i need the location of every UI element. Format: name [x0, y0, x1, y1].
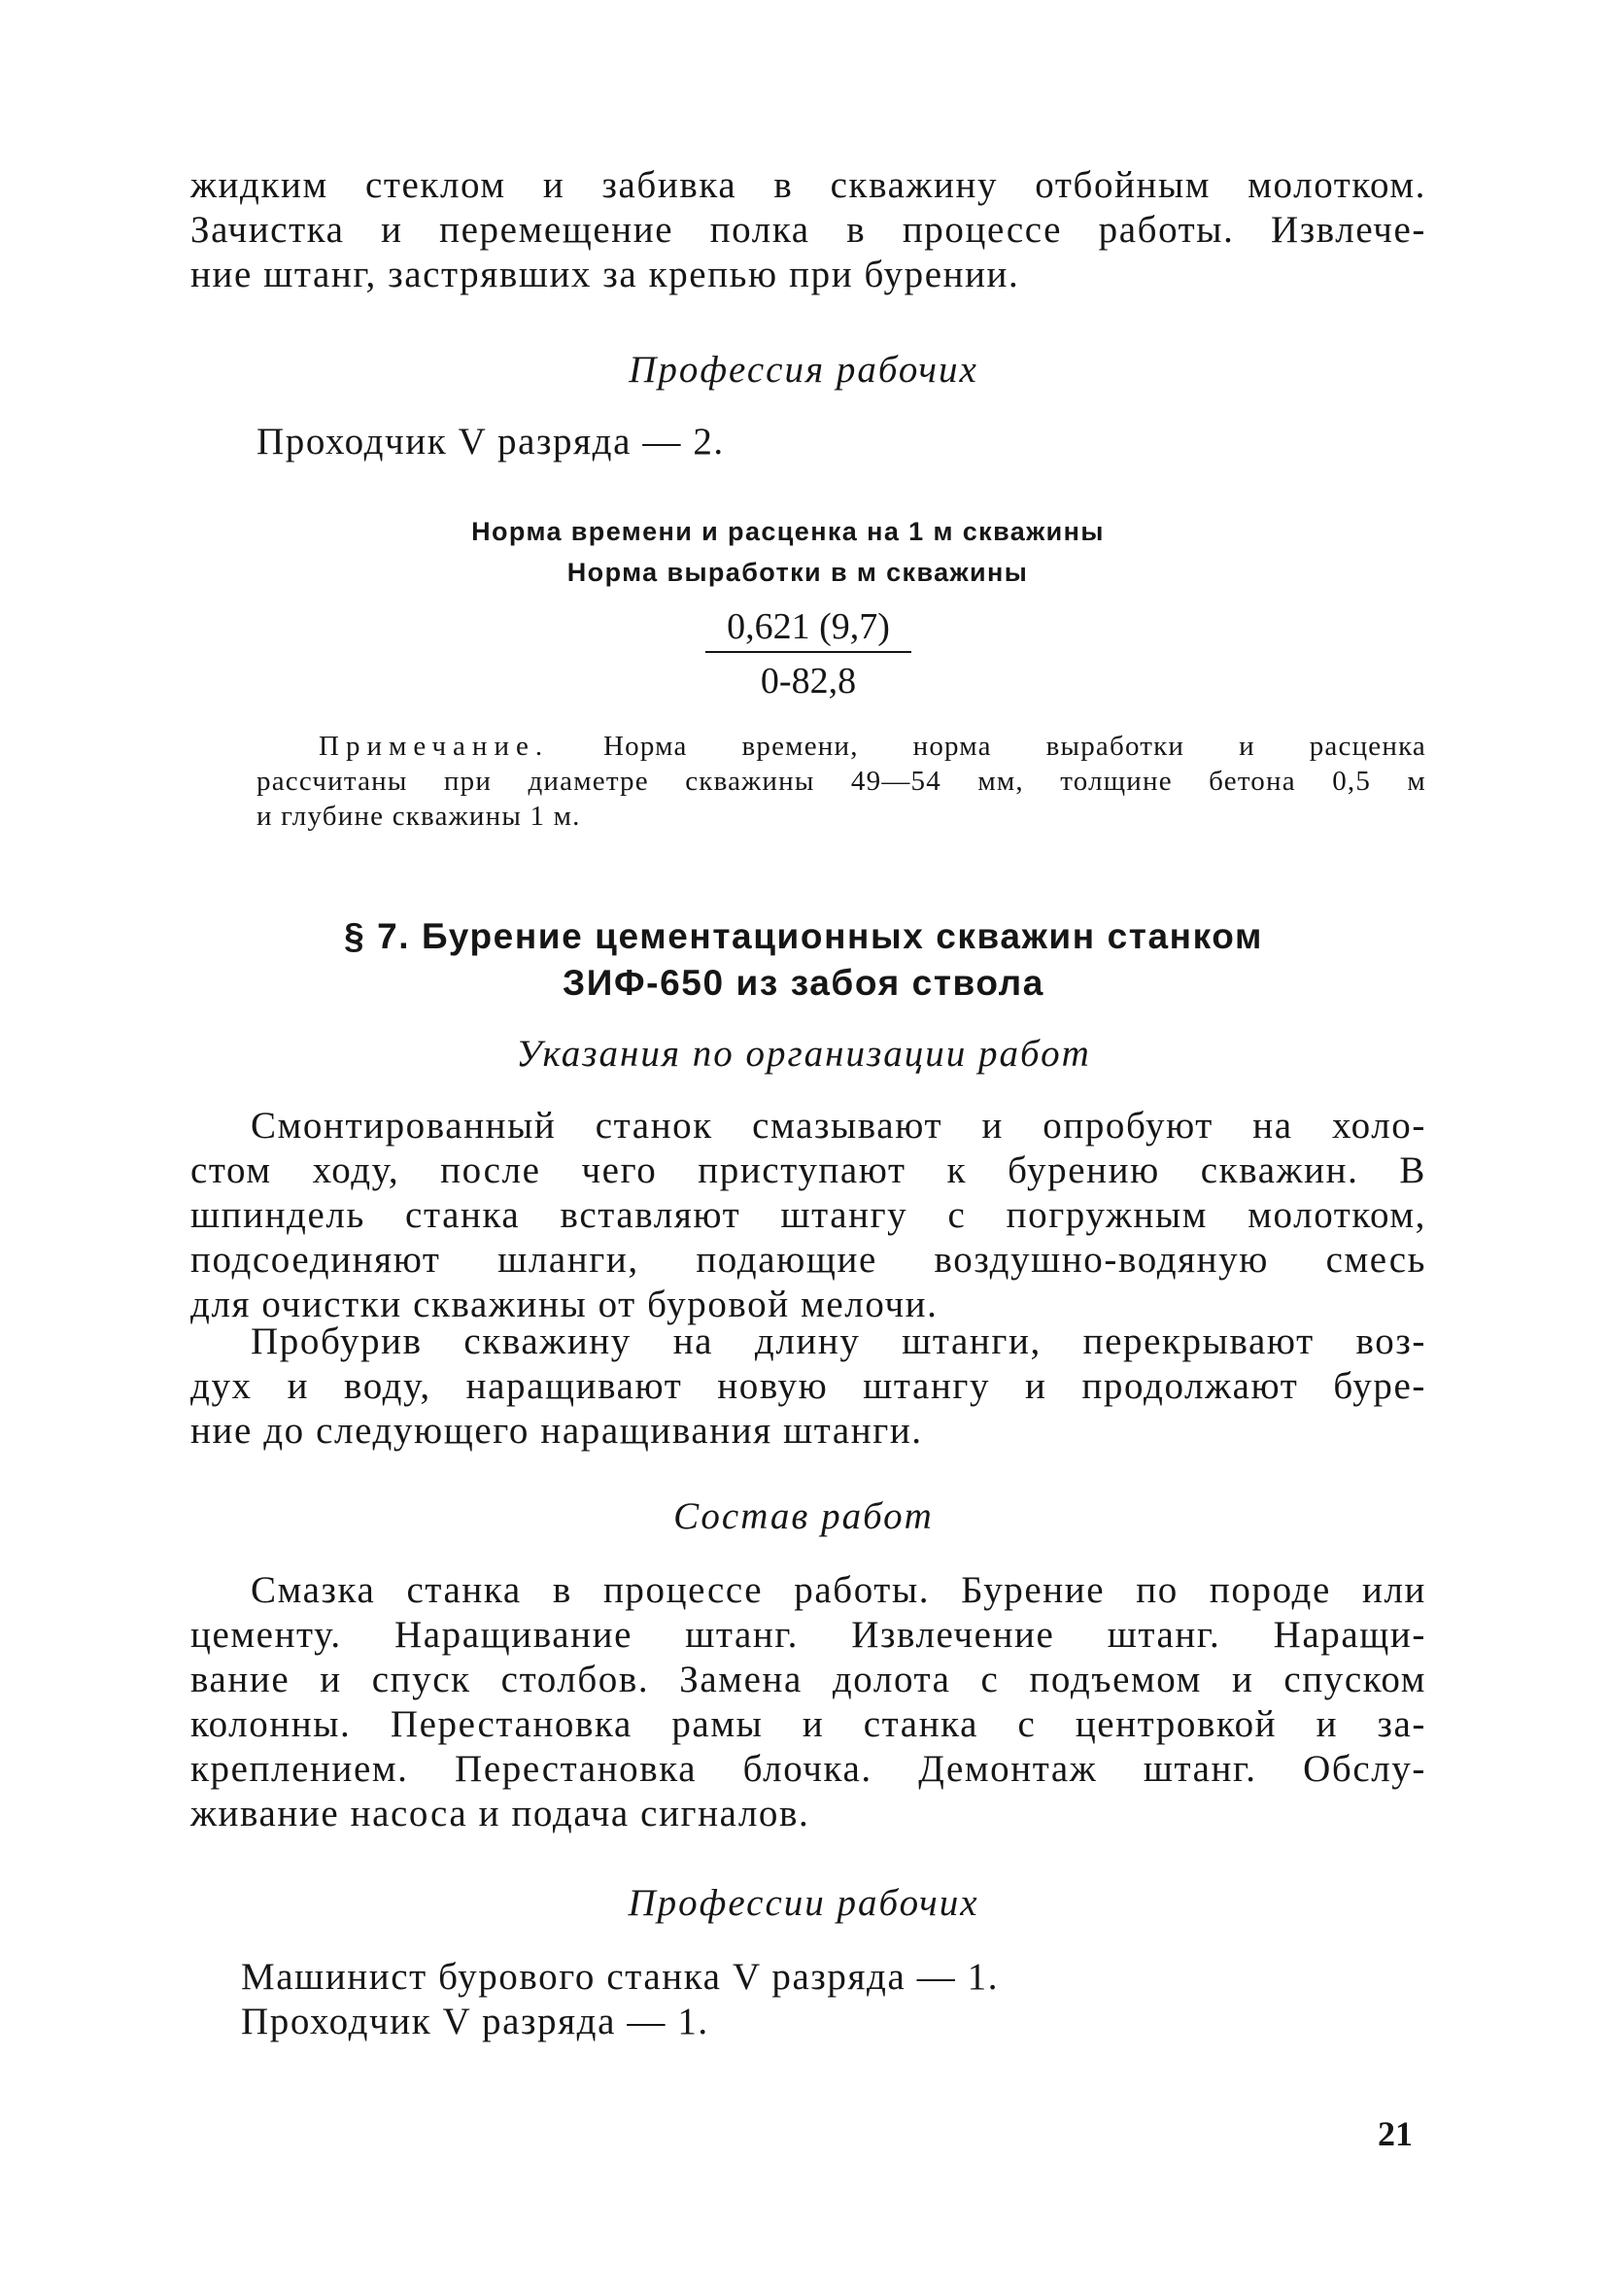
text-line: дух и воду, наращивают новую штангу и продолжают буре- — [190, 1365, 1426, 1407]
note-line: рассчитаны при диаметре скважины 49—54 мм, толщине бетона 0,5 м — [256, 766, 1426, 797]
norm-fraction — [705, 604, 911, 703]
text-line: Пробурив скважину на длину штанги, перекрывают воз- — [251, 1320, 1426, 1362]
text-line: подсоединяют шланги, подающие воздушно-водяную смесь — [190, 1239, 1426, 1281]
note-line — [319, 729, 1426, 764]
organization-paragraph-1 — [190, 1104, 1426, 1327]
note-line: и глубине скважины 1 м. — [256, 801, 581, 832]
section-title-line-2: ЗИФ-650 из забоя ствола — [563, 963, 1044, 1003]
workers-line: Машинист бурового станка V разряда — 1. — [241, 1956, 1000, 1998]
note — [319, 729, 1426, 764]
text-line: колонны. Перестановка рамы и станка с центровкой и за- — [190, 1703, 1426, 1745]
text-line: Зачистка и перемещение полка в процессе работы. Извлече- — [190, 209, 1426, 251]
text-line: вание и спуск столбов. Замена долота с подъемом и спуском — [190, 1659, 1426, 1700]
organization-heading: Указания по организации работ — [516, 1033, 1091, 1075]
workers-heading: Профессия рабочих — [629, 349, 978, 391]
workers-line: Проходчик V разряда — 1. — [241, 2001, 709, 2042]
text-line: ние штанг, застрявших за крепью при бурении. — [190, 254, 1020, 295]
organization-paragraph-2 — [190, 1319, 1426, 1454]
text-line: Смазка станка в процессе работы. Бурение по породе или — [251, 1569, 1426, 1611]
section-title — [0, 913, 1607, 1007]
text-line: Смонтированный станок смазывают и опробуют на холо- — [251, 1105, 1426, 1147]
workers-line: Проходчик V разряда — 2. — [256, 421, 725, 463]
text-line: живание насоса и подача сигналов. — [190, 1793, 810, 1834]
text-line: шпиндель станка вставляют штангу с погружным молотком, — [190, 1194, 1426, 1236]
norm-heading-line-1: Норма времени и расценка на 1 м скважины — [471, 517, 1105, 546]
note-label: Примечание. — [319, 731, 550, 762]
text-line: для очистки скважины от буровой мелочи. — [190, 1284, 939, 1325]
text-line: цементу. Наращивание штанг. Извлечение штанг. Наращи- — [190, 1614, 1426, 1656]
norm-heading-line-2: Норма выработки в м скважины — [566, 558, 1029, 587]
workers-heading-2: Профессии рабочих — [628, 1882, 979, 1924]
text-line: ние до следующего наращивания штанги. — [190, 1410, 923, 1452]
intro-paragraph — [190, 163, 1426, 297]
composition-paragraph — [190, 1568, 1426, 1836]
text-line: креплением. Перестановка блочка. Демонтаж штанг. Обслу- — [190, 1748, 1426, 1790]
text-line: стом ходу, после чего приступают к бурению скважин. В — [190, 1149, 1426, 1191]
fraction-numerator: 0,621 (9,7) — [705, 604, 911, 653]
text-line: жидким стеклом и забивка в скважину отбойным молотком. — [190, 164, 1426, 206]
section-title-line-1: § 7. Бурение цементационных скважин станком — [344, 916, 1263, 956]
composition-heading: Состав работ — [673, 1495, 934, 1537]
note-text: Норма времени, норма выработки и расценка — [603, 731, 1426, 762]
fraction-denominator: 0-82,8 — [760, 661, 857, 702]
page-number: 21 — [1378, 2114, 1413, 2153]
note-continuation — [256, 764, 1426, 834]
